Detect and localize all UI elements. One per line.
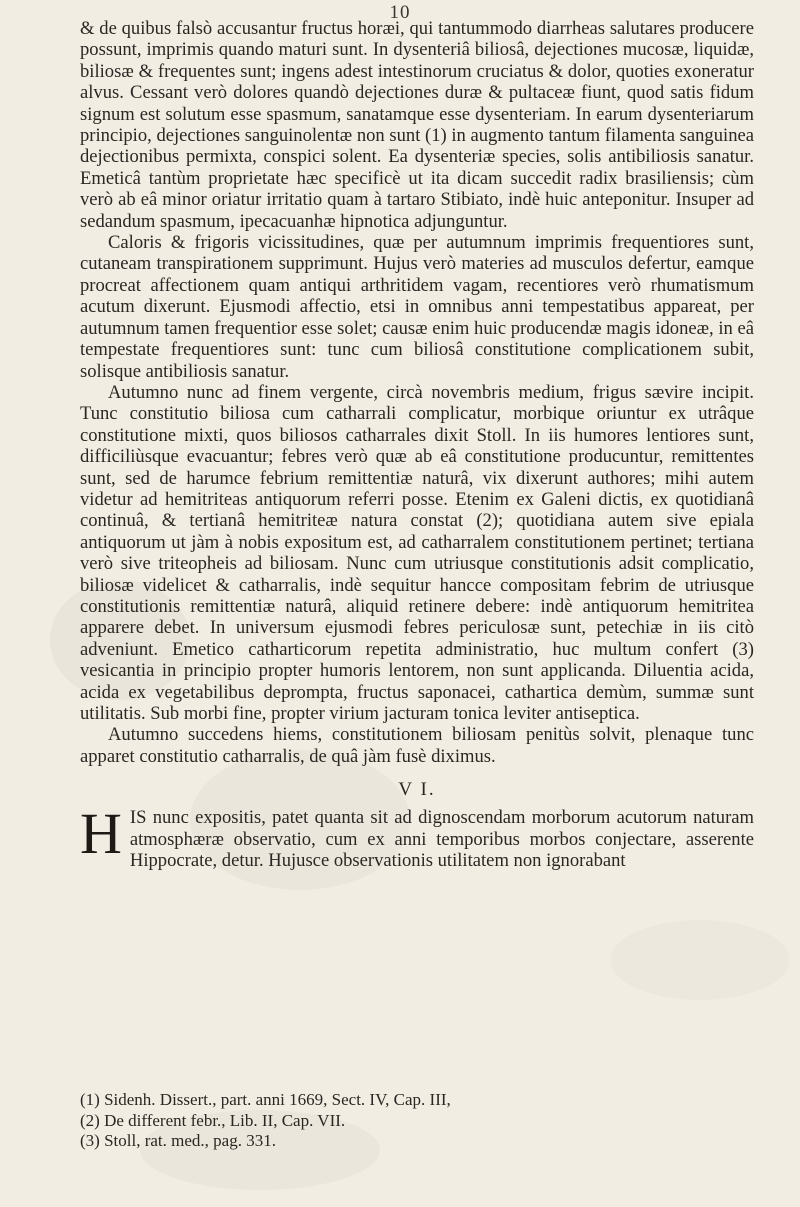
drop-cap: H — [80, 801, 122, 867]
footnote-3: (3) Stoll, rat. med., pag. 331. — [80, 1131, 276, 1150]
paragraph-4: Autumno succedens hiems, constitutionem biliosam penitùs solvit, plenaque tunc apparet constitutio catharralis, de quâ jàm fusè diximus. — [80, 724, 754, 767]
paragraph-3: Autumno nunc ad finem vergente, circà novembris medium, frigus sævire incipit. Tunc constitutio biliosa cum catharrali complicatur, morbique oriuntur ex utrâque constitutione mixti, quos biliosos catharrales dixit Stoll. In iis humores lentiores sunt, difficiliùsque evacuantur; febres verò quæ ab eâ constitutione producuntur, remittentes sunt, sed de harumce febrium remittentiæ naturâ, vix dixerunt authores; mihi autem videtur ad hemitriteas antiquorum referri posse. Etenim ex Galeni dictis, ex quotidianâ continuâ, & tertianâ hemitriteæ natura constat (2); quotidiana autem sive epiala antiquorum ut jàm à nobis expositum est, ad catharralem constitutionem pertinet; tertiana verò sive triteopheis ad biliosam. Nunc cum utriusque constitutionis adsit complicatio, biliosæ videlicet & catharralis, indè sequitur hancce compositam febrim de utriusque constitutionis remittentiæ naturâ, aliquid retinere debere: indè antiquorum hemitritea apparere debet. In universum ejusmodi febres periculosæ sunt, petechiæ in iis citò adveniunt. Emetico catharticorum repetita administratio, huc multum confert (3) vesicantia in principio propter humoris lentorem, non sunt applicanda. Diluentia acida, acida ex vegetabilibus deprompta, fructus saponacei, cathartica demùm, summæ sunt utilitatis. Sub morbi fine, propter virium jacturam tonica leviter antiseptica. — [80, 381, 754, 724]
body-text — [80, 18, 754, 871]
section-opening — [80, 801, 754, 872]
footnote-1: (1) Sidenh. Dissert., part. anni 1669, Sect. IV, Cap. III, — [80, 1090, 451, 1109]
section-paragraph: IS nunc expositis, patet quanta sit ad dignoscendam morborum acutorum naturam atmosphæræ observatio, cum ex anni temporibus morbos conjectare, asserente Hippocrate, detur. Hujusce observationis utilitatem non ignorabant — [129, 807, 754, 872]
paragraph-2: Caloris & frigoris vicissitudines, quæ per autumnum imprimis frequentiores sunt, cutaneam transpirationem supprimunt. Hujus verò materies ad musculos defertur, eamque procreat affectionem quam antiqui arthritidem vagam, recentiores verò rhumatismum acutum dixerunt. Ejusmodi affectio, etsi in omnibus anni tempestatibus appareat, per autumnum tamen frequentior esse solet; causæ enim huic producendæ magis idoneæ, in eâ tempestate frequentiores sunt: tunc cum biliosâ constitutione complicationem subit, solisque antibiliosis sanatur. — [80, 232, 754, 382]
section-heading: V I. — [398, 779, 436, 801]
paragraph-1: & de quibus falsò accusantur fructus horæi, qui tantummodo diarrheas salutares producere possunt, imprimis quando maturi sunt. In dysenteriâ biliosâ, dejectiones mucosæ, liquidæ, biliosæ & frequentes sunt; ingens adest intestinorum cruciatus & dolor, quoties exoneratur alvus. Cessant verò dolores quandò dejectiones duræ & pultaceæ fiunt, quod satis fidum signum est solutum esse spasmum, sanatamque esse dysenteriam. In earum dysenteriarum principio, dejectiones sanguinolentæ non sunt (1) in augmento tantum filamenta sanguinea dejectionibus permixta, conspici solent. Ea dysenteriæ species, solis antibiliosis sanatur. Emeticâ tantùm proprietate hæc specificè ut ita dicam succedit radix brasiliensis; cùm verò ab eâ minor oriatur irritatio quam à tartaro Stibiato, indè huic anteponitur. Insuper ad sedandum spasmum, ipecacuanhæ hipnotica adjunguntur. — [80, 18, 754, 232]
footnote-2: (2) De different febr., Lib. II, Cap. VII. — [80, 1110, 346, 1130]
footnotes — [80, 1090, 754, 1152]
page-number: 10 — [389, 2, 411, 23]
